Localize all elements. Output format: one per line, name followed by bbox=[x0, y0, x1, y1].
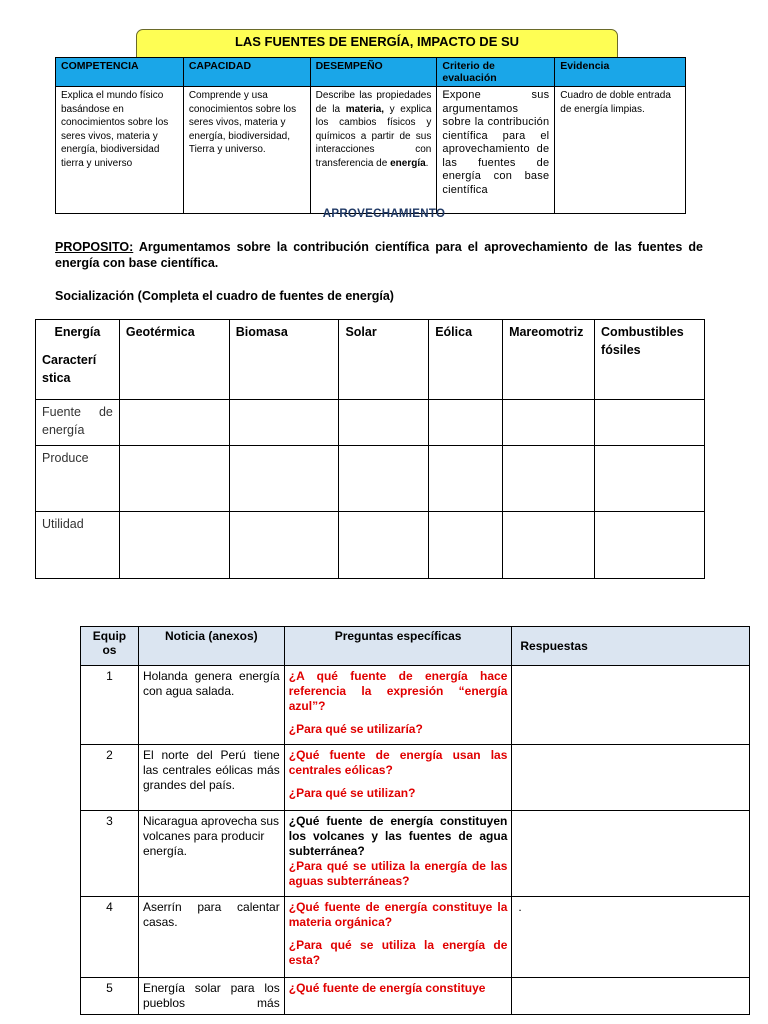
energy-row bbox=[36, 446, 705, 512]
question-2: ¿Para qué se utilizan? bbox=[288, 786, 416, 800]
competencia-cell: Explica el mundo físico basándose en conocimientos sobre los seres vivos, materia y energía, biodiversidad tierra y universo bbox=[56, 87, 184, 214]
table-row bbox=[81, 811, 750, 897]
proposito-label: PROPOSITO: bbox=[55, 240, 134, 254]
table-row bbox=[81, 897, 750, 978]
answer-cell[interactable] bbox=[512, 811, 750, 897]
energy-cell[interactable] bbox=[229, 400, 339, 446]
answer-cell[interactable] bbox=[512, 978, 750, 1015]
news-text: Aserrín para calentar casas. bbox=[138, 897, 284, 978]
energy-cell[interactable] bbox=[119, 446, 229, 512]
energy-cell[interactable] bbox=[339, 512, 429, 579]
capacidad-cell: Comprende y usa conocimientos sobre los seres vivos, materia y energía, biodiversidad, Tierra y universo. bbox=[183, 87, 310, 214]
energy-cell[interactable] bbox=[229, 446, 339, 512]
energy-cell[interactable] bbox=[429, 400, 503, 446]
header-respuestas: Respuestas bbox=[512, 627, 750, 666]
evidencia-cell: Cuadro de doble entrada de energía limpias. bbox=[555, 87, 686, 214]
energy-row bbox=[36, 512, 705, 579]
header-noticia: Noticia (anexos) bbox=[138, 627, 284, 666]
table-row bbox=[81, 745, 750, 811]
table-row bbox=[81, 666, 750, 745]
desempeno-cell: Describe las propiedades de la materia, y explica los cambios físicos y químicos a partir de sus interacciones con transferencia de energía. bbox=[310, 87, 437, 214]
row-label-utilidad: Utilidad bbox=[36, 512, 120, 579]
corner-caracteristica: Característica bbox=[42, 353, 97, 385]
energy-cell[interactable] bbox=[429, 446, 503, 512]
question-2: ¿Para qué se utiliza la energía de esta? bbox=[288, 938, 508, 967]
energy-cell[interactable] bbox=[339, 400, 429, 446]
energy-row bbox=[36, 400, 705, 446]
energy-cell[interactable] bbox=[503, 512, 595, 579]
answer-cell[interactable]: . bbox=[512, 897, 750, 978]
team-number: 5 bbox=[81, 978, 139, 1015]
col-mareomotriz: Mareomotriz bbox=[503, 320, 595, 400]
row-label-fuente: Fuente de energía bbox=[36, 400, 120, 446]
answer-cell[interactable] bbox=[512, 666, 750, 745]
answer-cell[interactable] bbox=[512, 745, 750, 811]
col-geotermica: Geotérmica bbox=[119, 320, 229, 400]
news-text: Holanda genera energía con agua salada. bbox=[138, 666, 284, 745]
energy-table bbox=[35, 319, 705, 579]
proposito-paragraph bbox=[55, 239, 703, 271]
header-evidencia: Evidencia bbox=[555, 58, 686, 87]
header-equipos: Equipos bbox=[81, 627, 139, 666]
criterio-cell: Expone sus argumentamos sobre la contribución científica para el aprovechamiento de las fuentes de energía con base científica bbox=[437, 87, 555, 214]
energy-cell[interactable] bbox=[229, 512, 339, 579]
questions-cell bbox=[284, 745, 512, 811]
competency-content-row bbox=[56, 87, 686, 214]
col-combustibles-fosiles: Combustibles fósiles bbox=[595, 320, 705, 400]
team-number: 3 bbox=[81, 811, 139, 897]
col-biomasa: Biomasa bbox=[229, 320, 339, 400]
team-number: 2 bbox=[81, 745, 139, 811]
energy-cell[interactable] bbox=[503, 446, 595, 512]
questions-cell bbox=[284, 978, 512, 1015]
energy-header-row bbox=[36, 320, 705, 400]
socializacion-heading: Socialización (Completa el cuadro de fuentes de energía) bbox=[55, 289, 394, 303]
header-competencia: COMPETENCIA bbox=[56, 58, 184, 87]
question-1: ¿A qué fuente de energía hace referencia la expresión “energía azul”? bbox=[288, 669, 508, 713]
news-table bbox=[80, 626, 750, 1015]
energy-cell[interactable] bbox=[429, 512, 503, 579]
header-desempeno: DESEMPEÑO bbox=[310, 58, 437, 87]
competency-table bbox=[55, 57, 686, 214]
energy-cell[interactable] bbox=[595, 400, 705, 446]
questions-cell bbox=[284, 666, 512, 745]
document-subtitle: APROVECHAMIENTO bbox=[322, 208, 446, 220]
question-1: ¿Qué fuente de energía usan las centrales eólicas? bbox=[288, 748, 508, 777]
energy-cell[interactable] bbox=[595, 446, 705, 512]
question-1: ¿Qué fuente de energía constituyen los volcanes y las fuentes de agua subterránea? bbox=[288, 814, 508, 858]
header-criterio: Criterio de evaluación bbox=[437, 58, 555, 87]
news-header-row bbox=[81, 627, 750, 666]
header-preguntas: Preguntas específicas bbox=[284, 627, 512, 666]
document-title: LAS FUENTES DE ENERGÍA, IMPACTO DE SU bbox=[136, 29, 618, 58]
competency-header-row bbox=[56, 58, 686, 87]
questions-cell bbox=[284, 897, 512, 978]
question-2: ¿Para qué se utilizaría? bbox=[288, 722, 423, 736]
question-2: ¿Para qué se utiliza la energía de las aguas subterráneas? bbox=[288, 859, 508, 888]
row-label-produce: Produce bbox=[36, 446, 120, 512]
questions-cell bbox=[284, 811, 512, 897]
team-number: 1 bbox=[81, 666, 139, 745]
news-text: Nicaragua aprovecha sus volcanes para producir energía. bbox=[138, 811, 284, 897]
energy-cell[interactable] bbox=[339, 446, 429, 512]
energy-cell[interactable] bbox=[119, 400, 229, 446]
team-number: 4 bbox=[81, 897, 139, 978]
proposito-text: Argumentamos sobre la contribución científica para el aprovechamiento de las fuentes de energía con base científica. bbox=[55, 240, 703, 270]
header-capacidad: CAPACIDAD bbox=[183, 58, 310, 87]
news-text: Energía solar para los pueblos más bbox=[138, 978, 284, 1015]
question-1: ¿Qué fuente de energía constituye bbox=[288, 981, 486, 995]
energy-cell[interactable] bbox=[595, 512, 705, 579]
question-1: ¿Qué fuente de energía constituye la materia orgánica? bbox=[288, 900, 508, 929]
energy-cell[interactable] bbox=[119, 512, 229, 579]
col-solar: Solar bbox=[339, 320, 429, 400]
col-eolica: Eólica bbox=[429, 320, 503, 400]
news-text: El norte del Perú tiene las centrales eólicas más grandes del país. bbox=[138, 745, 284, 811]
energy-corner-cell bbox=[36, 320, 120, 400]
corner-energia: Energía bbox=[54, 325, 101, 339]
energy-cell[interactable] bbox=[503, 400, 595, 446]
table-row bbox=[81, 978, 750, 1015]
